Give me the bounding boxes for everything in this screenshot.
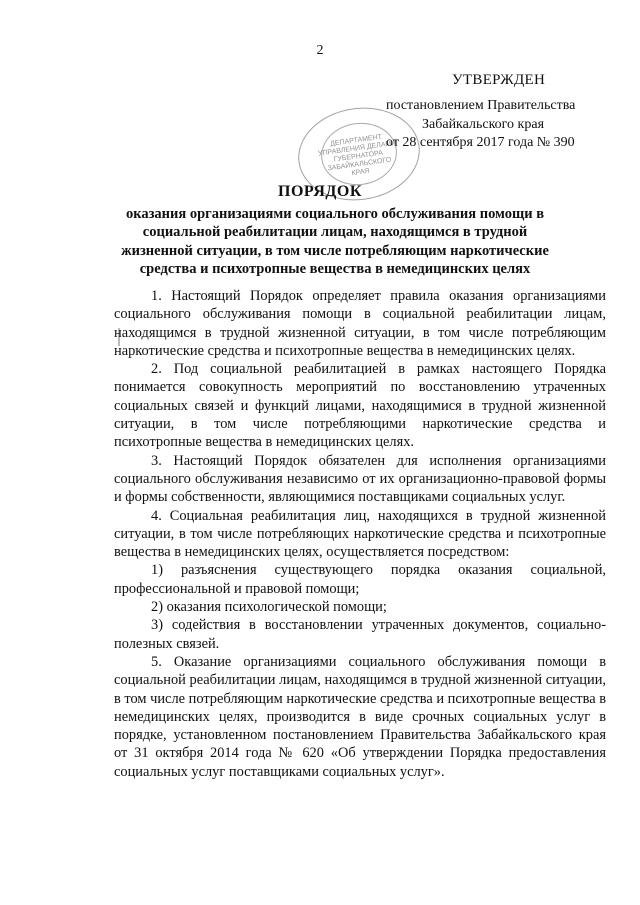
document-body [114,287,606,781]
paragraph-5: 5. Оказание организациями социального обслуживания помощи в социальной реабилитации лицам, находящимся в трудной жизненной ситуации, в том числе потребляющим наркотические средства и психотропные вещества в немедицинских целях, производится в виде срочных социальных услуг в порядке, установленном постановлением Правительства Забайкальского края от 31 октября 2014 года № 620 «Об утверждении Порядка предоставления социальных услуг поставщиками социальных услуг». [114,653,606,780]
list-item-2: 2) оказания психологической помощи; [151,599,387,616]
paragraph-2: 2. Под социальной реабилитацией в рамках настоящего Порядка понимается совокупность мероприятий по восстановлению утраченных социальных связей и функций лицами, находящимися в трудной жизненной ситуации, в том числе потребляющими наркотические средства и психотропные вещества в немедицинских целях. [114,361,606,451]
paragraph-3: 3. Настоящий Порядок обязателен для исполнения организациями социального обслуживания независимо от их организационно-правовой формы и формы собственности, являющимися поставщиками социальных услуг. [114,452,606,506]
page-number: 2 [316,43,324,58]
document-subtitle: оказания организациями социального обслуживания помощи в социальной реабилитации лицам, находящимся в трудной жизненной ситуации, в том числе потребляющим наркотические средства и психотропные вещества в немедицинских целях [121,206,549,278]
approval-line-3: от 28 сентября 2017 года № 390 [386,135,575,150]
list-item-3: 3) содействия в восстановлении утраченных документов, социально-полезных связей. [114,617,606,652]
document-title: ПОРЯДОК [278,183,362,200]
approval-line-1: постановлением Правительства [386,98,576,113]
stamp-text: ДЕПАРТАМЕНТ УПРАВЛЕНИЯ ДЕЛАМИ ГУБЕРНАТОРА ЗАБАЙКАЛЬСКОГО КРАЯ [317,133,397,178]
approval-line-2: Забайкальского края [422,117,545,132]
paragraph-1: 1. Настоящий Порядок определяет правила оказания организациями социального обслуживания помощи в социальной реабилитации лицам, находящимся в трудной жизненной ситуации, в том числе потребляющим наркотические средства и психотропные вещества в немедицинских целях. [114,288,606,359]
paragraph-4: 4. Социальная реабилитация лиц, находящихся в трудной жизненной ситуации, в том числе потребляющих наркотические средства и психотропные вещества в немедицинских целях, осуществляется посредством: [114,507,606,561]
list-item-1: 1) разъяснения существующего порядка оказания социальной, профессиональной и правовой помощи; [114,562,606,597]
approval-title: УТВЕРЖДЕН [452,72,546,88]
